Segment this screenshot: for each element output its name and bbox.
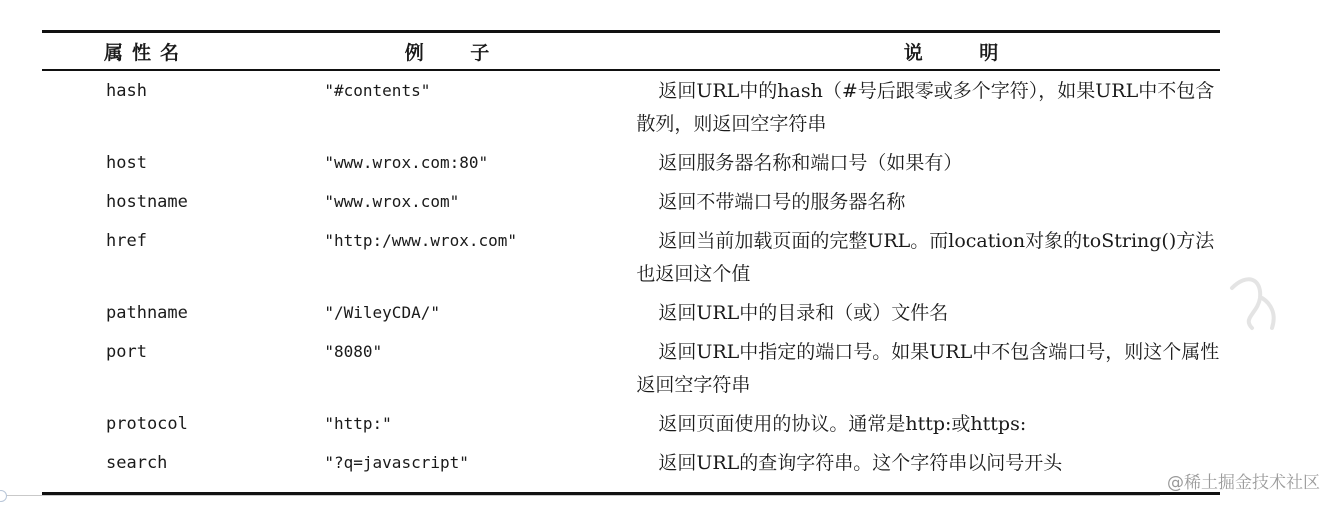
table-row	[42, 447, 1220, 480]
property-name: hash	[106, 81, 147, 101]
properties-table	[42, 30, 1220, 495]
table-row	[42, 186, 1220, 219]
property-name: host	[106, 153, 147, 173]
table-row	[42, 408, 1220, 441]
property-example: "#contents"	[324, 81, 431, 100]
property-example: "/WileyCDA/"	[324, 303, 440, 322]
table-row	[42, 225, 1220, 291]
property-description: 返回URL中指定的端口号。如果URL中不包含端口号，则这个属性返回空字符串	[636, 341, 1220, 396]
property-description: 返回URL中的目录和（或）文件名	[658, 302, 949, 324]
property-name: pathname	[106, 303, 188, 323]
table-row	[42, 336, 1220, 402]
property-name: hostname	[106, 192, 188, 212]
table-header-row	[42, 33, 1220, 69]
footer-divider	[0, 495, 1160, 496]
table-row	[42, 147, 1220, 180]
property-example: "?q=javascript"	[324, 453, 469, 472]
property-example: "www.wrox.com:80"	[324, 153, 489, 172]
property-description: 返回当前加载页面的完整URL。而location对象的toString()方法也返回这个值	[636, 230, 1215, 285]
footer-marker-icon	[0, 490, 7, 502]
property-example: "8080"	[324, 342, 383, 361]
property-example: "http:"	[324, 414, 392, 433]
header-name: 属性名	[103, 41, 188, 64]
header-description: 说 明	[903, 41, 999, 64]
property-name: port	[106, 342, 147, 362]
table-body	[42, 71, 1220, 492]
property-description: 返回URL的查询字符串。这个字符串以问号开头	[658, 452, 1063, 474]
property-name: href	[106, 231, 147, 251]
property-name: protocol	[106, 414, 188, 434]
property-description: 返回不带端口号的服务器名称	[658, 191, 906, 213]
property-example: "www.wrox.com"	[324, 192, 460, 211]
property-description: 返回URL中的hash（#号后跟零或多个字符），如果URL中不包含散列，则返回空字符串	[636, 80, 1215, 135]
table-row	[42, 75, 1220, 141]
table-row	[42, 297, 1220, 330]
property-description: 返回页面使用的协议。通常是http:或https:	[658, 413, 1027, 435]
watermark-text: @稀土掘金技术社区	[1167, 473, 1320, 493]
property-name: search	[106, 453, 168, 473]
header-example: 例 子	[404, 41, 490, 64]
property-example: "http:/www.wrox.com"	[324, 231, 518, 250]
property-description: 返回服务器名称和端口号（如果有）	[658, 152, 963, 174]
faint-scribble-mark	[1222, 258, 1282, 338]
